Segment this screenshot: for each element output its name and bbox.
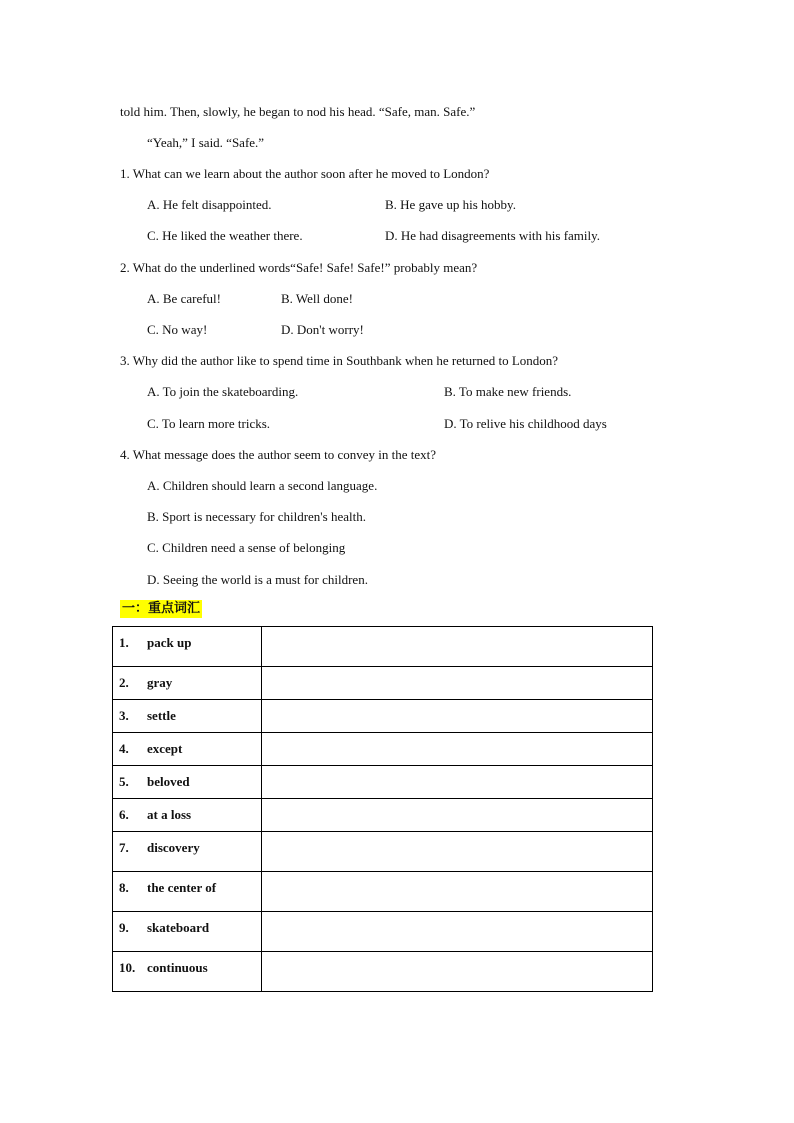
option-3d: D. To relive his childhood days	[444, 416, 607, 431]
table-row	[113, 872, 653, 912]
vocab-number: 3.	[119, 708, 129, 723]
vocab-number: 8.	[119, 880, 129, 895]
vocab-word-cell	[113, 872, 262, 912]
vocab-answer-cell[interactable]	[262, 799, 653, 832]
vocab-word: continuous	[147, 960, 208, 975]
passage-line: “Yeah,” I said. “Safe.”	[147, 135, 265, 150]
vocab-word: skateboard	[147, 920, 210, 935]
table-row	[113, 667, 653, 700]
question-1: 1. What can we learn about the author soon after he moved to London?	[120, 166, 490, 181]
vocab-answer-cell[interactable]	[262, 766, 653, 799]
vocab-word: pack up	[147, 635, 192, 650]
option-2c: C. No way!	[147, 322, 208, 337]
option-2b: B. Well done!	[281, 291, 354, 306]
vocab-word: gray	[147, 675, 173, 690]
vocab-answer-cell[interactable]	[262, 952, 653, 992]
option-3a: A. To join the skateboarding.	[147, 384, 299, 399]
vocab-number: 5.	[119, 774, 129, 789]
vocab-number: 1.	[119, 635, 129, 650]
vocab-number: 6.	[119, 807, 129, 822]
vocab-word-cell	[113, 700, 262, 733]
vocab-word: beloved	[147, 774, 190, 789]
option-3b: B. To make new friends.	[444, 384, 572, 399]
vocab-word: the center of	[147, 880, 217, 895]
table-row	[113, 832, 653, 872]
table-row	[113, 766, 653, 799]
option-4a: A. Children should learn a second language.	[147, 478, 378, 493]
vocab-answer-cell[interactable]	[262, 627, 653, 667]
vocab-word-cell	[113, 766, 262, 799]
question-4: 4. What message does the author seem to convey in the text?	[120, 447, 436, 462]
vocab-answer-cell[interactable]	[262, 733, 653, 766]
option-1a: A. He felt disappointed.	[147, 197, 272, 212]
vocab-word: at a loss	[147, 807, 192, 822]
vocab-answer-cell[interactable]	[262, 832, 653, 872]
vocab-table	[112, 626, 653, 992]
table-row	[113, 733, 653, 766]
vocab-number: 10.	[119, 960, 136, 975]
vocab-word-cell	[113, 832, 262, 872]
table-row	[113, 799, 653, 832]
option-3c: C. To learn more tricks.	[147, 416, 271, 431]
option-2d: D. Don't worry!	[281, 322, 364, 337]
table-row	[113, 700, 653, 733]
vocab-word: settle	[147, 708, 176, 723]
vocab-word-cell	[113, 952, 262, 992]
vocab-answer-cell[interactable]	[262, 872, 653, 912]
section-heading: 一：重点词汇	[122, 601, 201, 616]
vocab-word: except	[147, 741, 183, 756]
vocab-number: 4.	[119, 741, 129, 756]
vocab-word-cell	[113, 667, 262, 700]
option-4d: D. Seeing the world is a must for children.	[147, 572, 368, 587]
question-2: 2. What do the underlined words“Safe! Safe! Safe!” probably mean?	[120, 260, 478, 275]
passage-line: told him. Then, slowly, he began to nod his head. “Safe, man. Safe.”	[120, 104, 476, 119]
option-1b: B. He gave up his hobby.	[385, 197, 516, 212]
option-2a: A. Be careful!	[147, 291, 221, 306]
vocab-number: 2.	[119, 675, 129, 690]
table-row	[113, 912, 653, 952]
option-4b: B. Sport is necessary for children's health.	[147, 509, 366, 524]
vocab-word-cell	[113, 912, 262, 952]
vocab-word-cell	[113, 733, 262, 766]
vocab-number: 7.	[119, 840, 129, 855]
vocab-answer-cell[interactable]	[262, 912, 653, 952]
question-3: 3. Why did the author like to spend time in Southbank when he returned to London?	[120, 353, 559, 368]
vocab-word: discovery	[147, 840, 200, 855]
table-row	[113, 952, 653, 992]
table-row	[113, 627, 653, 667]
vocab-word-cell	[113, 799, 262, 832]
vocab-answer-cell[interactable]	[262, 667, 653, 700]
option-1c: C. He liked the weather there.	[147, 228, 303, 243]
option-1d: D. He had disagreements with his family.	[385, 228, 601, 243]
vocab-word-cell	[113, 627, 262, 667]
vocab-answer-cell[interactable]	[262, 700, 653, 733]
vocab-number: 9.	[119, 920, 129, 935]
option-4c: C. Children need a sense of belonging	[147, 540, 346, 555]
